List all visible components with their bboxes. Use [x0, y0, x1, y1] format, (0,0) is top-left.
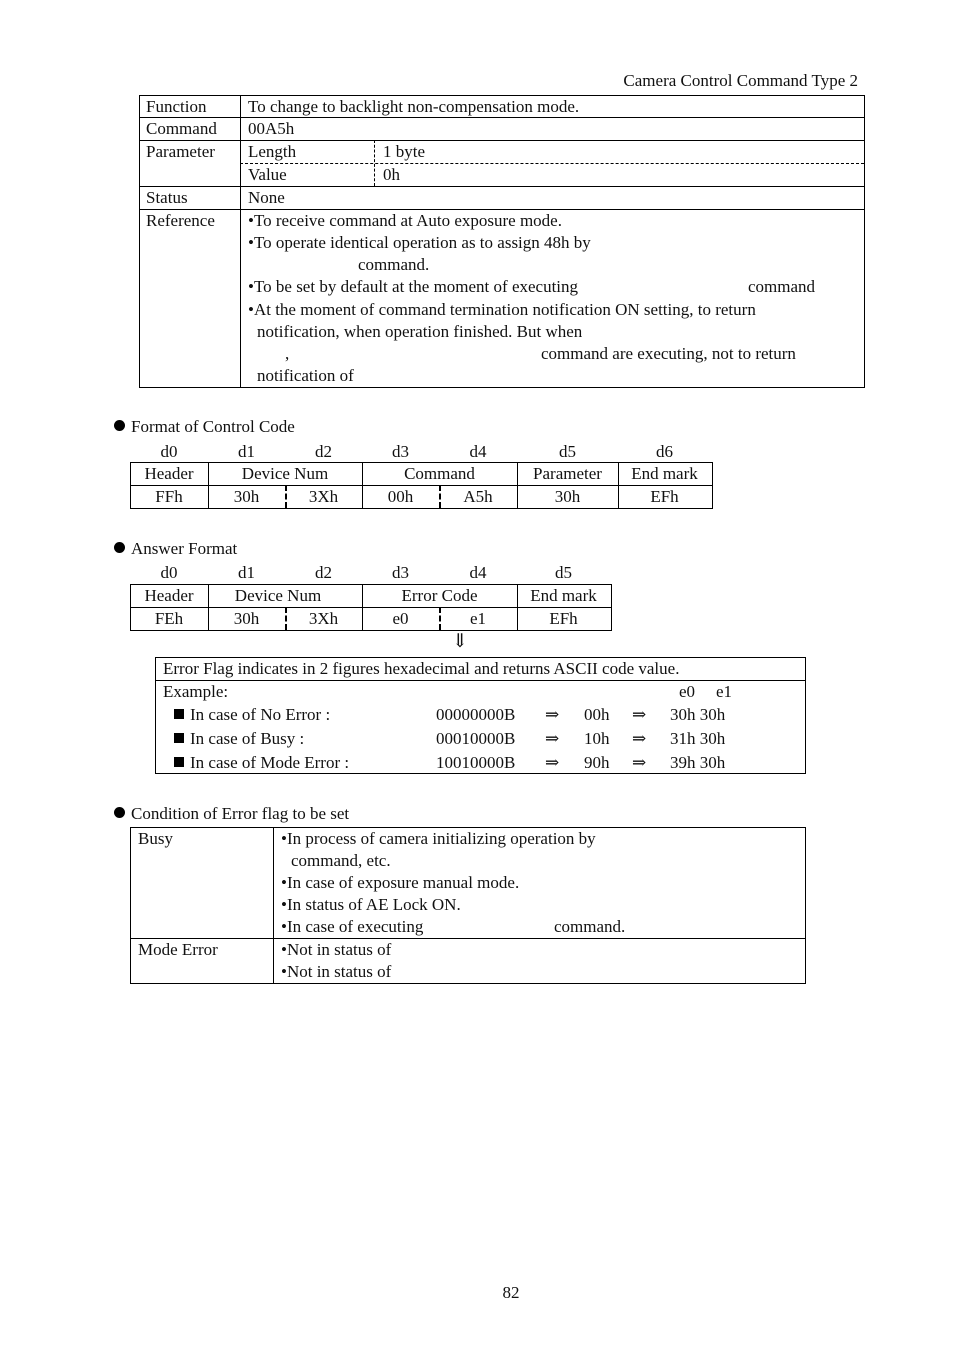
right-arrow-icon: ⇒ — [545, 705, 560, 724]
col-e0-label: e0 — [679, 682, 696, 701]
busy-line: •In case of exposure manual mode. — [281, 873, 520, 892]
reference-line: •To receive command at Auto exposure mode. — [248, 211, 562, 230]
control-header-cell: Parameter — [533, 464, 602, 483]
error-row-binary: 00000000B — [436, 705, 516, 724]
control-value-cell: A5h — [463, 487, 493, 506]
reference-line: command. — [358, 255, 430, 274]
mode-error-line: •Not in status of — [281, 940, 392, 959]
answer-value-cell: FEh — [154, 609, 184, 628]
byte-label: d3 — [392, 442, 409, 461]
condition-heading-text: Condition of Error flag to be set — [131, 804, 350, 823]
square-bullet-icon — [174, 709, 184, 719]
byte-label: d1 — [238, 442, 255, 461]
parameter-label: Parameter — [146, 142, 215, 161]
error-row-binary: 00010000B — [436, 729, 516, 748]
error-row — [174, 752, 349, 774]
example-label: Example: — [163, 682, 229, 701]
error-row-ascii: 39h 30h — [670, 753, 726, 772]
byte-label: d5 — [559, 442, 576, 461]
bullet-icon — [114, 542, 125, 553]
command-label: Command — [146, 119, 217, 138]
byte-label: d6 — [656, 442, 673, 461]
reference-line: •To operate identical operation as to assign 48h by — [248, 233, 591, 252]
byte-label: d1 — [238, 563, 255, 582]
answer-header-cell: Error Code — [401, 586, 478, 605]
reference-line: command — [748, 277, 816, 296]
error-row-label: In case of Busy : — [190, 729, 305, 748]
function-label: Function — [146, 97, 207, 116]
control-code-heading — [114, 416, 295, 438]
reference-line: notification, when operation finished. But when — [257, 322, 583, 341]
byte-label: d4 — [469, 563, 487, 582]
col-e1-label: e1 — [716, 682, 733, 701]
byte-label: d2 — [315, 442, 332, 461]
parameter-value-label: Value — [248, 165, 287, 184]
error-row — [174, 704, 330, 726]
page-number: 82 — [502, 1283, 520, 1302]
parameter-length-value: 1 byte — [383, 142, 426, 161]
reference-line: notification of — [257, 366, 354, 385]
byte-label: d3 — [392, 563, 409, 582]
reference-line: command are executing, not to return — [541, 344, 796, 363]
error-row-label: In case of No Error : — [190, 705, 331, 724]
byte-label: d2 — [315, 563, 332, 582]
error-row-hex: 10h — [584, 729, 610, 748]
control-value-cell: FFh — [155, 487, 183, 506]
condition-table-border — [130, 827, 806, 984]
busy-line: command. — [554, 917, 626, 936]
error-row — [174, 728, 304, 750]
answer-format-heading — [114, 538, 237, 560]
byte-label: d0 — [160, 563, 178, 582]
right-arrow-icon: ⇒ — [632, 753, 647, 772]
control-value-cell: 30h — [554, 487, 581, 506]
condition-heading — [114, 803, 349, 825]
reference-line: •At the moment of command termination notification ON setting, to return — [248, 300, 756, 319]
bullet-icon — [114, 420, 125, 431]
control-value-cell: EFh — [650, 487, 679, 506]
byte-label: d4 — [469, 442, 487, 461]
answer-header-cell: Header — [144, 586, 194, 605]
error-row-ascii: 31h 30h — [670, 729, 726, 748]
answer-value-cell: EFh — [549, 609, 578, 628]
reference-line: , — [285, 344, 290, 363]
bullet-icon — [114, 807, 125, 818]
right-arrow-icon: ⇒ — [545, 729, 560, 748]
command-value: 00A5h — [248, 119, 295, 138]
control-code-heading-text: Format of Control Code — [131, 417, 295, 436]
error-row-ascii: 30h 30h — [670, 705, 726, 724]
mode-error-label: Mode Error — [138, 940, 218, 959]
answer-value-cell: 3Xh — [308, 609, 339, 628]
error-row-label: In case of Mode Error : — [190, 753, 350, 772]
control-header-cell: Header — [144, 464, 194, 483]
busy-line: •In status of AE Lock ON. — [281, 895, 461, 914]
answer-value-cell: 30h — [233, 609, 260, 628]
error-row-hex: 00h — [584, 705, 610, 724]
reference-line: •To be set by default at the moment of executing — [248, 277, 579, 296]
control-value-cell: 30h — [233, 487, 260, 506]
answer-header-cell: Device Num — [234, 586, 322, 605]
answer-header-cell: End mark — [530, 586, 597, 605]
right-arrow-icon: ⇒ — [545, 753, 560, 772]
answer-format-heading-text: Answer Format — [131, 539, 238, 558]
control-value-cell: 3Xh — [308, 487, 339, 506]
answer-value-cell: e1 — [469, 609, 487, 628]
answer-value-cell: e0 — [392, 609, 409, 628]
function-value: To change to backlight non-compensation mode. — [248, 97, 580, 116]
down-arrow-icon: ⇓ — [452, 631, 468, 652]
control-header-cell: Device Num — [241, 464, 329, 483]
square-bullet-icon — [174, 757, 184, 767]
error-flag-title: Error Flag indicates in 2 figures hexadecimal and returns ASCII code value. — [163, 659, 680, 678]
parameter-value-value: 0h — [383, 165, 400, 184]
control-header-cell: Command — [404, 464, 475, 483]
byte-label: d5 — [555, 563, 572, 582]
control-value-cell: 00h — [387, 487, 414, 506]
reference-label: Reference — [146, 211, 215, 230]
running-title: Camera Control Command Type 2 — [623, 71, 858, 90]
error-row-binary: 10010000B — [436, 753, 516, 772]
busy-line: •In process of camera initializing operation by — [281, 829, 596, 848]
byte-label: d0 — [160, 442, 178, 461]
square-bullet-icon — [174, 733, 184, 743]
control-header-cell: End mark — [631, 464, 698, 483]
parameter-length-label: Length — [248, 142, 297, 161]
error-row-hex: 90h — [584, 753, 610, 772]
right-arrow-icon: ⇒ — [632, 729, 647, 748]
busy-label: Busy — [138, 829, 173, 848]
status-label: Status — [146, 188, 188, 207]
mode-error-line: •Not in status of — [281, 962, 392, 981]
busy-line: •In case of executing — [281, 917, 424, 936]
busy-line: command, etc. — [291, 851, 391, 870]
right-arrow-icon: ⇒ — [632, 705, 647, 724]
status-value: None — [248, 188, 285, 207]
